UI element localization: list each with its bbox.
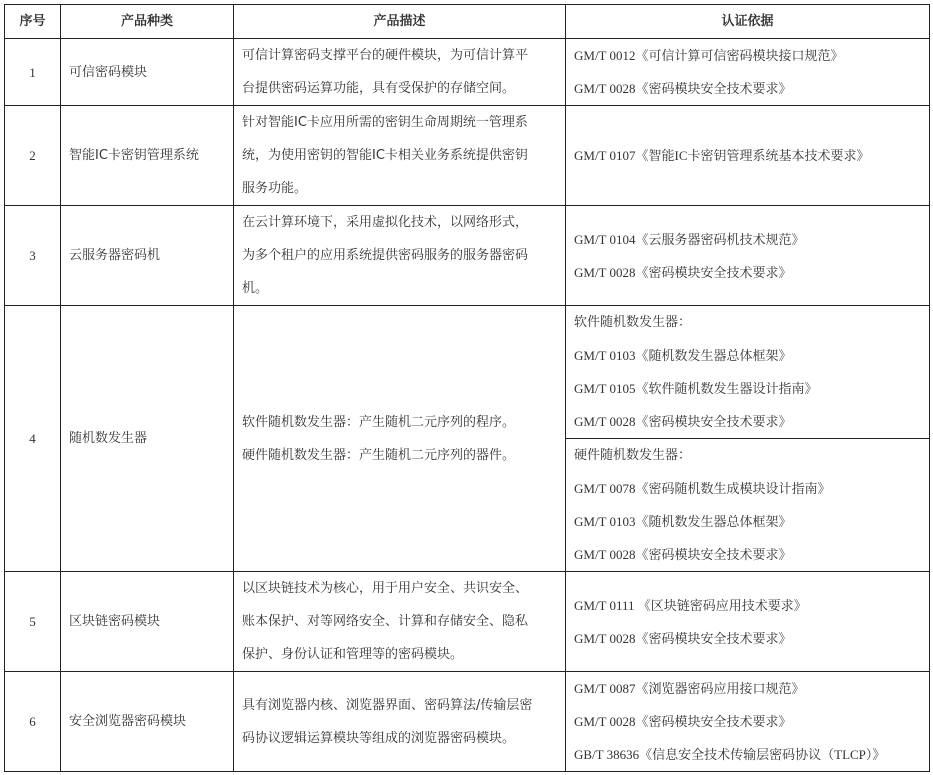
product-description [234, 306, 566, 572]
product-category: 区块链密码模块 [61, 572, 234, 672]
table-row [5, 572, 930, 672]
description-line: 账本保护、对等网络安全、计算和存储安全、隐私 [242, 614, 529, 629]
product-category: 可信密码模块 [61, 39, 234, 106]
description-line: 针对智能IC卡应用所需的密钥生命周期统一管理系 [242, 115, 528, 130]
product-description [234, 672, 566, 772]
row-number: 1 [5, 39, 61, 106]
description-line: 保护、身份认证和管理等的密码模块。 [242, 647, 464, 662]
standard-line: GM/T 0107《智能IC卡密钥管理系统基本技术要求》 [574, 148, 870, 163]
certification-table [4, 4, 930, 772]
standard-line: GB/T 38636《信息安全技术传输层密码协议（TLCP）》 [574, 747, 886, 762]
product-description [234, 39, 566, 106]
description-line: 台提供密码运算功能，具有受保护的存储空间。 [242, 81, 516, 96]
standard-line: GM/T 0087《浏览器密码应用接口规范》 [574, 681, 805, 696]
table-row [5, 672, 930, 772]
table-row [5, 39, 930, 106]
description-line: 在云计算环境下，采用虚拟化技术，以网络形式， [242, 215, 529, 230]
table-row [5, 106, 930, 206]
standard-line: GM/T 0078《密码随机数生成模块设计指南》 [574, 481, 831, 496]
header-description: 产品描述 [234, 5, 566, 39]
product-description [234, 572, 566, 672]
basis-subheading: 硬件随机数发生器： [574, 448, 692, 463]
standard-line: GM/T 0028《密码模块安全技术要求》 [574, 714, 792, 729]
header-category: 产品种类 [61, 5, 234, 39]
row-number: 2 [5, 106, 61, 206]
certification-basis [566, 572, 930, 672]
standard-line: GM/T 0104《云服务器密码机技术规范》 [574, 231, 805, 247]
product-category: 云服务器密码机 [61, 206, 234, 306]
standard-line: GM/T 0028《密码模块安全技术要求》 [574, 81, 792, 96]
product-category: 智能IC卡密钥管理系统 [61, 106, 234, 206]
certification-basis [566, 206, 930, 306]
standard-line: GM/T 0028《密码模块安全技术要求》 [574, 630, 792, 646]
certification-basis [566, 106, 930, 206]
product-description [234, 106, 566, 206]
standard-line: GM/T 0028《密码模块安全技术要求》 [574, 547, 792, 562]
description-line: 具有浏览器内核、浏览器界面、密码算法/传输层密 [242, 697, 533, 713]
standard-line: GM/T 0105《软件随机数发生器设计指南》 [574, 381, 818, 396]
standard-line: GM/T 0103《随机数发生器总体框架》 [574, 514, 792, 529]
description-line: 机。 [242, 281, 269, 296]
certification-basis [566, 39, 930, 106]
description-line: 服务功能。 [242, 181, 308, 196]
standard-line: GM/T 0028《密码模块安全技术要求》 [574, 264, 792, 280]
header-number: 序号 [5, 5, 61, 39]
table-header-row [5, 5, 930, 39]
product-category: 随机数发生器 [61, 306, 234, 572]
standard-line: GM/T 0012《可信计算可信密码模块接口规范》 [574, 48, 844, 63]
row-number: 6 [5, 672, 61, 772]
certification-basis [566, 672, 930, 772]
header-basis: 认证依据 [566, 5, 930, 39]
table-row [5, 306, 930, 439]
basis-subheading: 软件随机数发生器： [574, 315, 692, 330]
description-line: 软件随机数发生器：产生随机二元序列的程序。 [242, 414, 516, 430]
row-number: 5 [5, 572, 61, 672]
description-line: 以区块链技术为核心，用于用户安全、共识安全、 [242, 581, 529, 596]
row-number: 3 [5, 206, 61, 306]
certification-basis-hardware [566, 439, 930, 572]
description-line: 统，为使用密钥的智能IC卡相关业务系统提供密钥 [242, 148, 528, 163]
description-line: 为多个租户的应用系统提供密码服务的服务器密码 [242, 248, 529, 263]
description-line: 可信计算密码支撑平台的硬件模块，为可信计算平 [242, 48, 529, 63]
table-row [5, 206, 930, 306]
standard-line: GM/T 0103《随机数发生器总体框架》 [574, 348, 792, 363]
description-line: 码协议逻辑运算模块等组成的浏览器密码模块。 [242, 730, 516, 746]
product-description [234, 206, 566, 306]
description-line: 硬件随机数发生器：产生随机二元序列的器件。 [242, 447, 516, 463]
product-category: 安全浏览器密码模块 [61, 672, 234, 772]
standard-line: GM/T 0111 《区块链密码应用技术要求》 [574, 597, 807, 613]
standard-line: GM/T 0028《密码模块安全技术要求》 [574, 414, 792, 429]
certification-basis-software [566, 306, 930, 439]
row-number: 4 [5, 306, 61, 572]
